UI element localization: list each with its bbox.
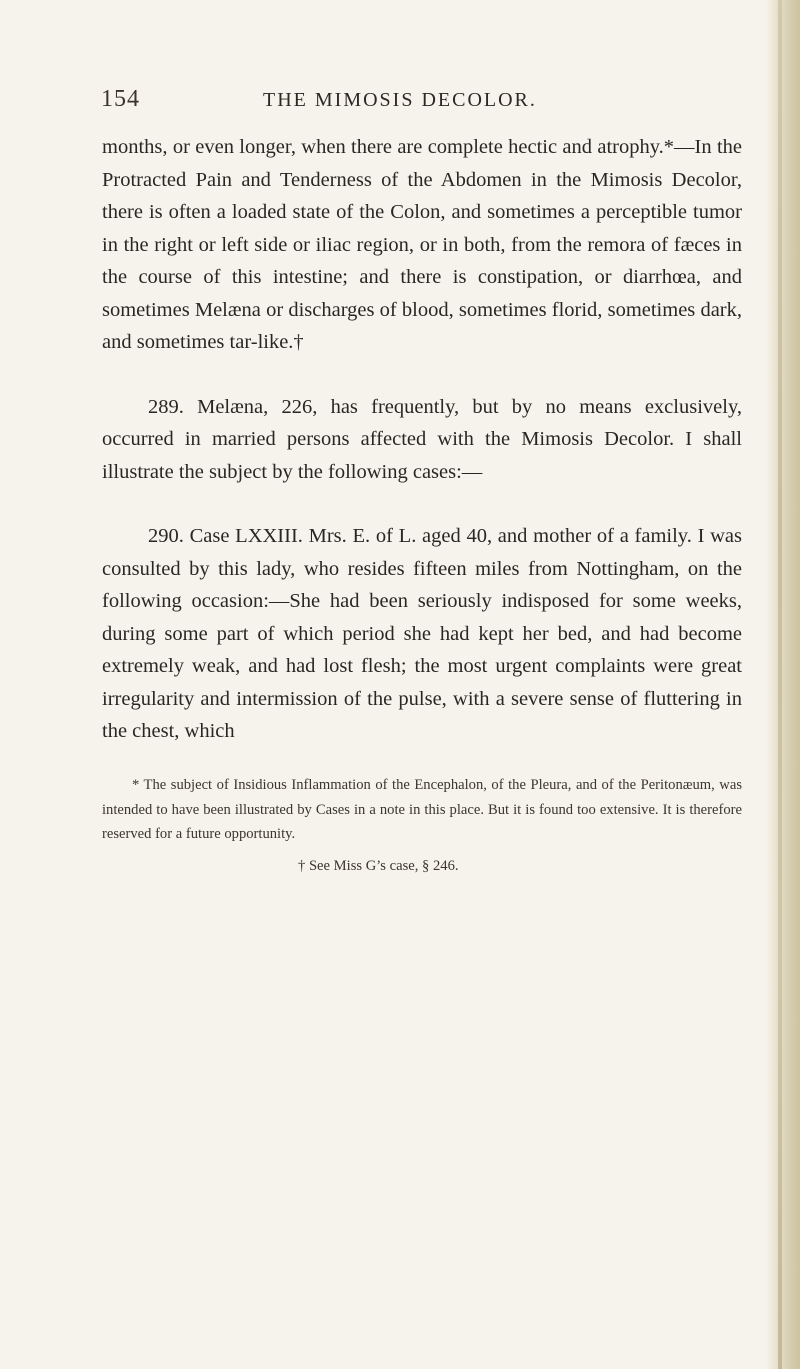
- page-header: [101, 86, 741, 122]
- running-title: THE MIMOSIS DECOLOR.: [263, 89, 537, 111]
- paragraph-289: 289. Melæna, 226, has frequently, but by no means exclusively, occurred in married persons affected with the Mimosis Decolor. I shall illustrate the subject by the following cases:—: [102, 395, 742, 483]
- page-edge-shadow: [778, 0, 782, 1369]
- page-number: 154: [101, 86, 140, 112]
- page-edge-shading: [766, 0, 800, 1369]
- footnotes: [102, 773, 742, 878]
- paragraph-290: 290. Case LXXIII. Mrs. E. of L. aged 40, and mother of a family. I was consulted by this lady, who resides fifteen miles from Nottingham, on the following occasion:—She had been seriously indisposed for some weeks, during some part of which period she had kept her bed, and had become extremely weak, and had lost flesh; the most urgent complaints were great irregularity and intermission of the pulse, with a severe sense of fluttering in the chest, which: [102, 525, 742, 742]
- paragraph-continuation: months, or even longer, when there are complete hectic and atrophy.*—In the Protracted Pain and Tenderness of the Abdomen in the Mimosis Decolor, there is often a loaded state of the Colon, and sometimes a perceptible tumor in the right or left side or iliac region, or in both, from the remora of fæces in the course of this intestine; and there is constipation, or diarrhœa, and sometimes Melæna or discharges of blood, sometimes florid, sometimes dark, and sometimes tar-like.†: [102, 136, 742, 353]
- body-text: [102, 131, 742, 748]
- footnote-dagger: † See Miss G’s case, § 246.: [298, 857, 459, 874]
- footnote-asterisk: * The subject of Insidious Inflammation of the Encephalon, of the Pleura, and of the Peritonæum, was intended to have been illustrated by Cases in a note in this place. But it is found too extensive. It is therefore reserved for a future opportunity.: [102, 777, 742, 842]
